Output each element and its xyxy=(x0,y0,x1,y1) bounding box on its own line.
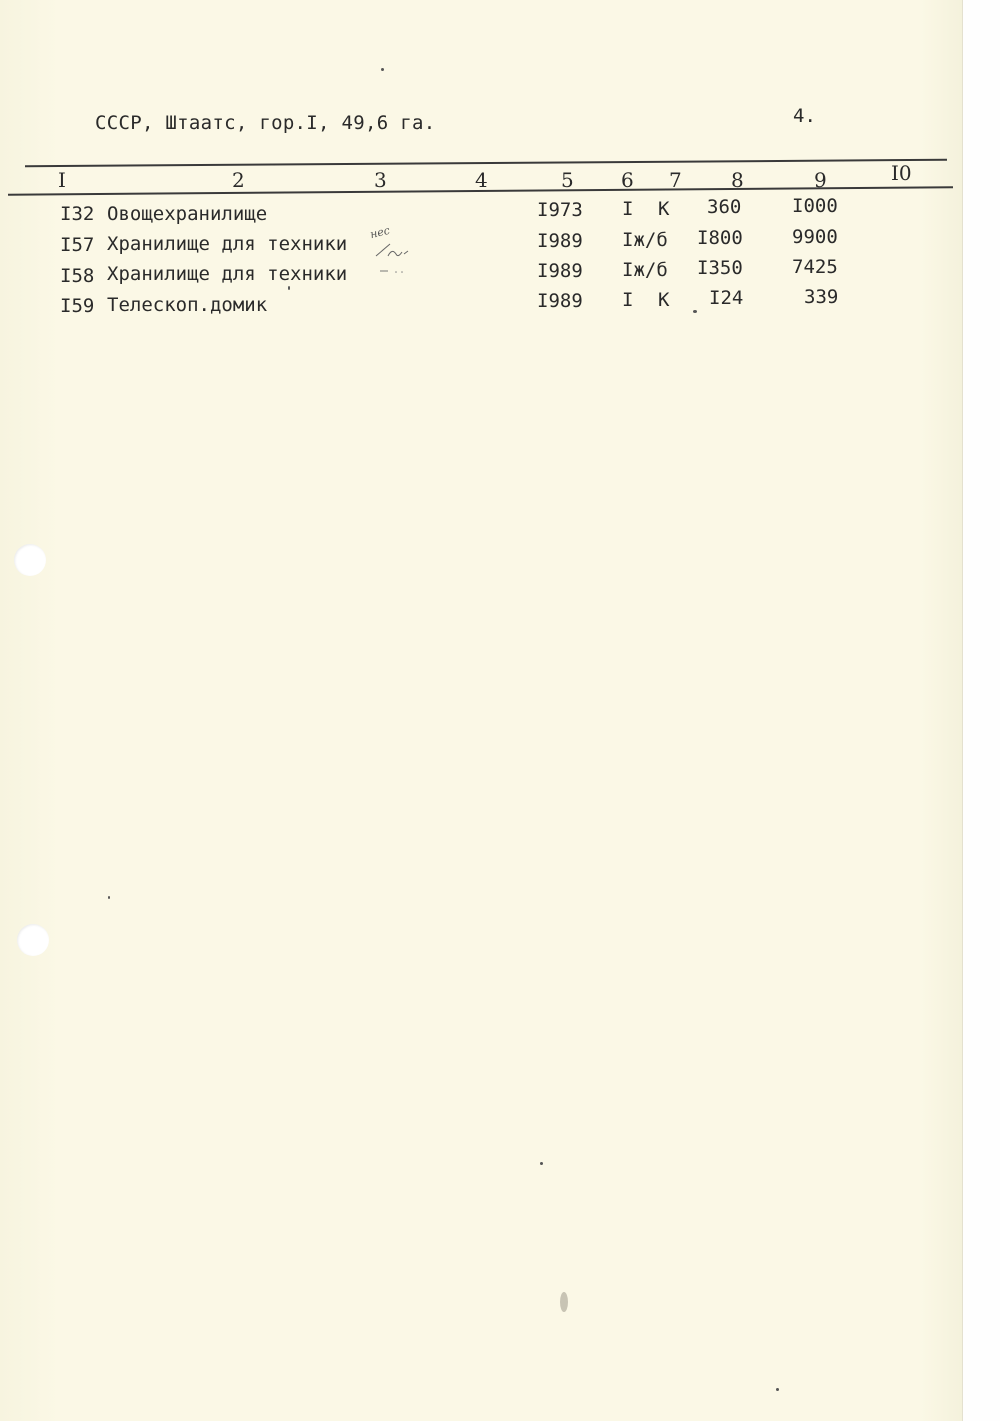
year: I973 xyxy=(537,199,583,221)
col-9: I000 xyxy=(792,195,838,217)
pencil-dash xyxy=(378,266,408,276)
column-header-10: I0 xyxy=(891,161,912,185)
document-title: СССР, Штаатс, гор.I, 49,6 га. xyxy=(95,112,436,134)
row-number: I58 xyxy=(60,265,95,287)
column-header-1: I xyxy=(58,168,66,192)
column-header-8: 8 xyxy=(731,168,744,192)
ink-speck xyxy=(288,286,290,290)
punch-hole xyxy=(17,924,49,956)
col-6: I xyxy=(622,289,634,311)
col-6: I xyxy=(622,198,634,220)
row-number: I32 xyxy=(60,203,95,225)
ink-speck xyxy=(381,68,384,71)
ink-speck xyxy=(540,1162,543,1165)
col-9: 7425 xyxy=(792,256,838,278)
column-header-3: 3 xyxy=(374,168,387,192)
punch-hole xyxy=(14,544,46,576)
column-header-4: 4 xyxy=(475,168,488,192)
col-8: I350 xyxy=(697,257,743,279)
object-name: Хранилище для техники xyxy=(107,263,348,285)
ink-speck xyxy=(108,896,110,899)
col-7: К xyxy=(658,198,670,220)
row-number: I57 xyxy=(60,234,95,256)
paper-stain xyxy=(560,1292,568,1312)
handwritten-mark xyxy=(374,240,418,262)
col-9: 9900 xyxy=(792,226,838,248)
year: I989 xyxy=(537,230,583,252)
col-8: I800 xyxy=(697,227,743,249)
page-edge xyxy=(962,0,1000,1421)
object-name: Телескоп.домик xyxy=(107,294,268,316)
col-7: К xyxy=(658,289,670,311)
column-header-2: 2 xyxy=(232,168,245,192)
col-8: I24 xyxy=(709,287,744,309)
page-number: 4. xyxy=(793,105,816,127)
column-header-9: 9 xyxy=(814,168,827,192)
col-6: Iж/б xyxy=(622,259,668,281)
col-6: Iж/б xyxy=(622,229,668,251)
ink-speck xyxy=(693,310,697,313)
object-name: Овощехранилище xyxy=(107,203,268,225)
ink-speck xyxy=(776,1388,779,1391)
handwritten-annotation: нес xyxy=(368,223,392,242)
column-header-7: 7 xyxy=(669,168,682,192)
row-number: I59 xyxy=(60,295,95,317)
col-9: 339 xyxy=(804,286,839,308)
column-header-5: 5 xyxy=(561,168,574,192)
col-8: 360 xyxy=(707,196,742,218)
column-header-6: 6 xyxy=(621,168,634,192)
year: I989 xyxy=(537,290,583,312)
object-name: Хранилище для техники xyxy=(107,233,348,255)
year: I989 xyxy=(537,260,583,282)
